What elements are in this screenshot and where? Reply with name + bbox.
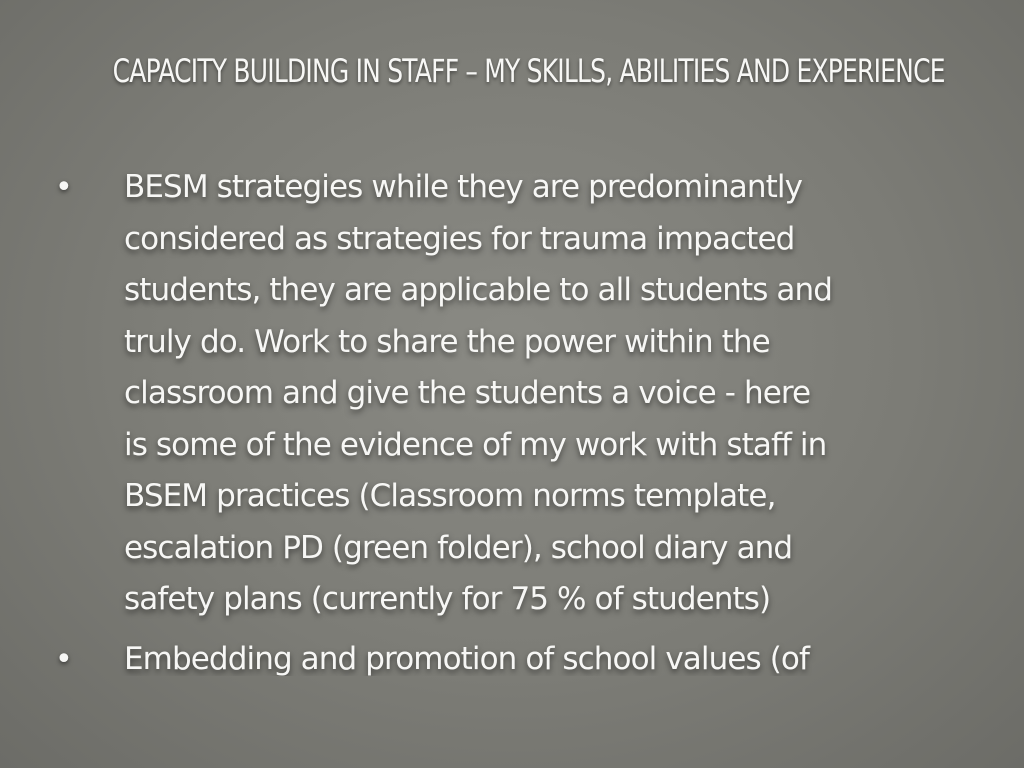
bullet-line: truly do. Work to share the power within the	[124, 323, 770, 360]
bullet-line: students, they are applicable to all students and	[124, 272, 833, 308]
bullet-text	[124, 162, 914, 626]
bullet-marker: •	[55, 170, 73, 205]
bullet-item	[0, 634, 1024, 677]
bullet-line: escalation PD (green folder), school diary and	[124, 529, 793, 566]
bullet-marker: •	[55, 641, 73, 676]
bullet-line: Embedding and promotion of school values (of	[124, 640, 809, 676]
bullet-line: classroom and give the students a voice - here	[124, 375, 811, 411]
bullet-line: BESM strategies while they are predominantly	[124, 169, 803, 205]
bullet-text	[124, 634, 914, 677]
bullet-item	[0, 162, 1024, 626]
bullet-list	[0, 162, 1024, 676]
slide-title: CAPACITY BUILDING IN STAFF – MY SKILLS, ABILITIES AND EXPERIENCE	[112, 52, 945, 90]
bullet-line: safety plans (currently for 75 % of students)	[124, 581, 771, 617]
bullet-line: BSEM practices (Classroom norms template,	[124, 478, 776, 514]
bullet-line: is some of the evidence of my work with staff in	[124, 426, 827, 463]
bullet-line: considered as strategies for trauma impacted	[124, 220, 795, 257]
